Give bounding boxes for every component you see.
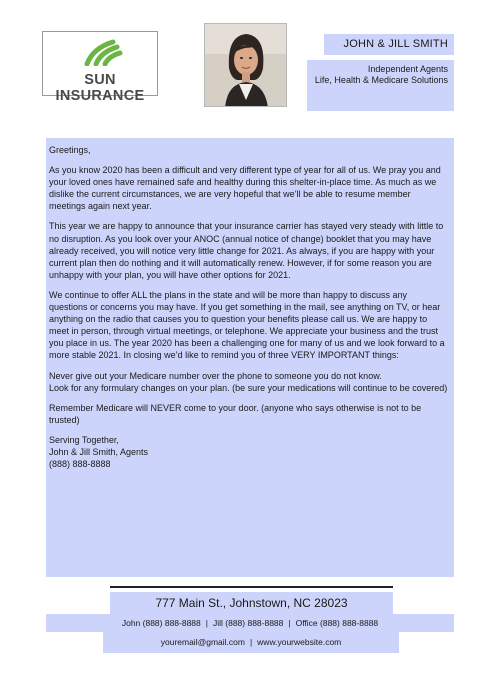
separator: | — [249, 637, 253, 647]
signature: John & Jill Smith, Agents — [49, 446, 149, 457]
paragraph: This year we are happy to announce that your insurance carrier has stayed very steady with little to no disruption. As you look over your ANOC (annual notice of change) booklet that you may have already received, you will notice very little change for 2021. As always, if you are happy with your current plan then do nothing and it will automatically renew. However, if for some reason you are unhappy with your plan, you will have other options for 2021. — [49, 221, 444, 280]
email-link[interactable]: youremail@gmail.com — [160, 637, 245, 647]
logo-text: SUN INSURANCE — [55, 72, 145, 104]
letter-phone: (888) 888-8888 — [49, 459, 111, 470]
agent-title: Independent Agents — [367, 64, 448, 74]
phone-jill[interactable]: Jill (888) 888-8888 — [212, 618, 284, 628]
closing: Serving Together, — [49, 434, 119, 445]
agent-names: JOHN & JILL SMITH — [324, 34, 454, 55]
letter-body — [46, 138, 454, 577]
paragraph: As you know 2020 has been a difficult and very different type of year for all of us. We pray you and your loved ones have remained safe and healthy during this shelter-in-place time. As much as we dislike the current circumstances, we are very hopeful that we’ll be able to resume member meetings again next year. — [49, 165, 441, 212]
separator: | — [205, 618, 208, 628]
website-link[interactable]: www.yourwebsite.com — [257, 637, 342, 647]
footer-divider — [110, 586, 393, 588]
sun-rays-icon — [83, 38, 123, 66]
tip: Never give out your Medicare number over the phone to someone you do not know. — [49, 370, 382, 381]
agent-specialties: Life, Health & Medicare Solutions — [314, 75, 448, 85]
warning: Remember Medicare will NEVER come to your door. (anyone who says otherwise is not to be trusted) — [49, 402, 422, 425]
footer-phones — [46, 614, 454, 632]
agent-photo — [204, 23, 287, 107]
phone-john[interactable]: John (888) 888-8888 — [121, 618, 201, 628]
tip: Look for any formulary changes on your plan. (be sure your medications will continue to be covered) — [49, 382, 448, 393]
footer-contact — [103, 632, 399, 653]
greeting: Greetings, — [49, 145, 91, 155]
paragraph: We continue to offer ALL the plans in the state and will be more than happy to discuss any questions or concerns you may have. If you get something in the mail, see anything on TV, or hear anything on the radio that causes you to question your benefits please call us. We are happy to meet in person, through virtual meetings, or telephone. We appreciate your business and the trust you place in us. The year 2020 has been a challenging one for many of us and we look forward to a more stable 2021. In closing we’d like to remind you of three VERY IMPORTANT things: — [49, 289, 445, 361]
phone-office[interactable]: Office (888) 888-8888 — [295, 618, 379, 628]
separator: | — [288, 618, 291, 628]
footer-address: 777 Main St., Johnstown, NC 28023 — [110, 592, 393, 614]
agent-title-block — [307, 60, 454, 111]
company-logo — [42, 31, 158, 104]
